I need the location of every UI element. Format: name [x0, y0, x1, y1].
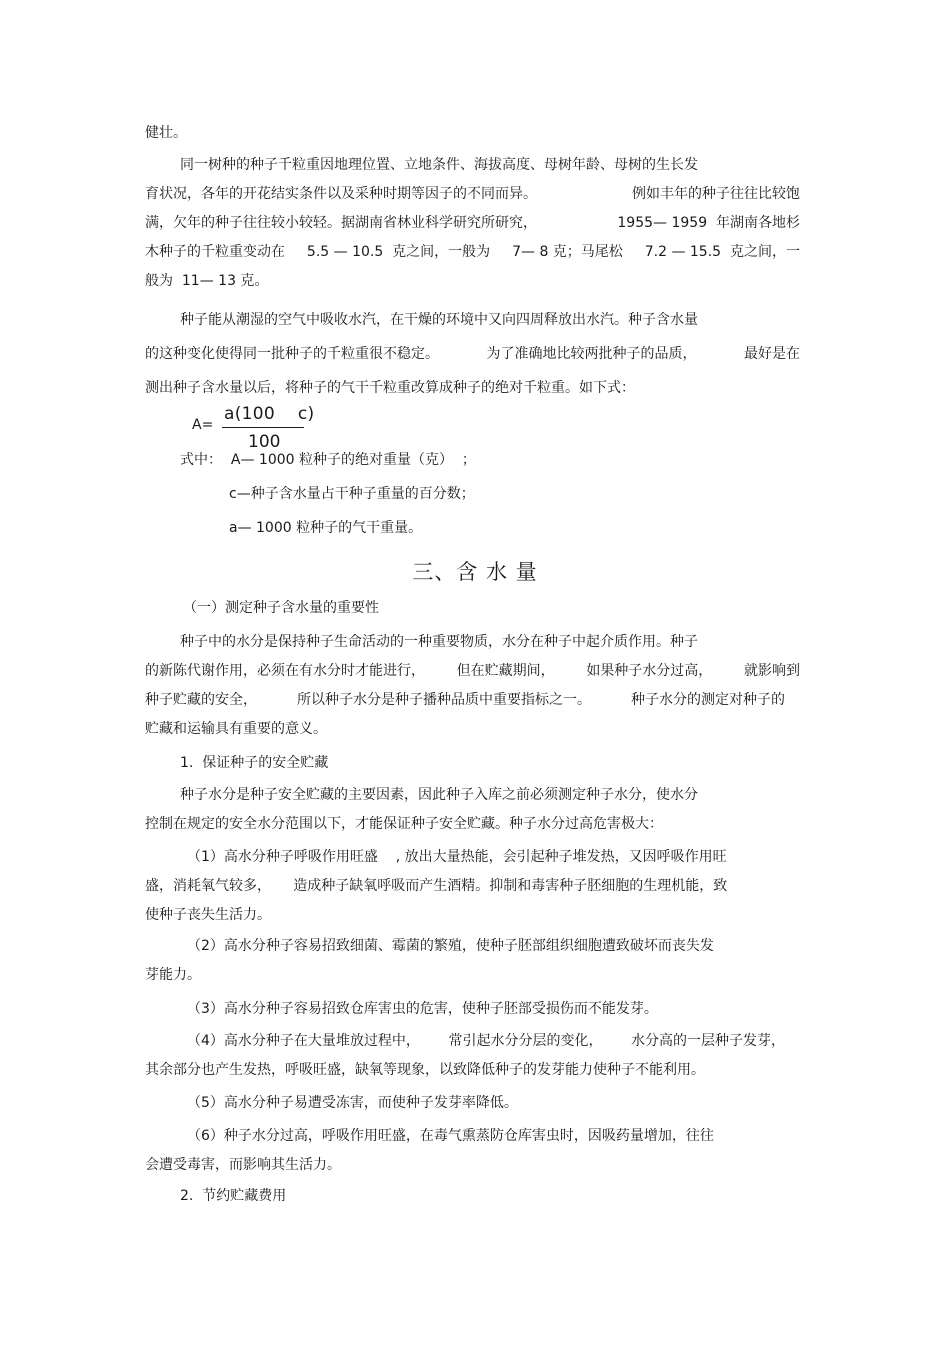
paragraph-line: 控制在规定的安全水分范围以下，才能保证种子安全贮藏。种子水分过高危害极大：: [145, 816, 663, 832]
list-item-line: （3）高水分种子容易招致仓库害虫的危害，使种子胚部受损伤而不能发芽。: [187, 1001, 658, 1017]
paragraph-line: 育状况，各年的开花结实条件以及采种时期等因子的不同而异。 例如丰年的种子往往比较饱: [145, 186, 800, 202]
list-item-line: 芽能力。: [145, 967, 201, 983]
list-item-line: 其余部分也产生发热，呼吸旺盛，缺氧等现象，以致降低种子的发芽能力使种子不能利用。: [145, 1062, 705, 1078]
list-item-line: （4）高水分种子在大量堆放过程中， 常引起水分分层的变化， 水分高的一层种子发芽，: [187, 1033, 785, 1049]
subsection-heading: （一）测定种子含水量的重要性: [183, 600, 379, 616]
formula-legend-line: c—种子含水量占干种子重量的百分数；: [229, 486, 475, 502]
numbered-heading: 2. 节约贮藏费用: [180, 1188, 287, 1204]
paragraph-line: 种子水分是种子安全贮藏的主要因素，因此种子入库之前必须测定种子水分，使水分: [180, 787, 698, 803]
formula-denominator: 100: [248, 432, 281, 452]
paragraph-line: 健壮。: [145, 125, 187, 141]
list-item-line: 使种子丧失生活力。: [145, 907, 271, 923]
paragraph-line: 满，欠年的种子往往较小较轻。据湖南省林业科学研究所研究， 1955— 1959 年湖南各地杉: [145, 215, 800, 231]
formula-legend-line: a— 1000 粒种子的气干重量。: [229, 520, 423, 536]
paragraph-line: 般为 11— 13 克。: [145, 273, 269, 289]
formula-lhs: A=: [192, 417, 214, 433]
paragraph-line: 测出种子含水量以后，将种子的气干千粒重改算成种子的绝对千粒重。如下式：: [145, 380, 635, 396]
paragraph-line: 种子中的水分是保持种子生命活动的一种重要物质，水分在种子中起介质作用。种子: [180, 634, 698, 650]
numbered-heading: 1. 保证种子的安全贮藏: [180, 755, 329, 771]
fraction-bar: [222, 427, 304, 428]
list-item-line: （2）高水分种子容易招致细菌、霉菌的繁殖，使种子胚部组织细胞遭致破坏而丧失发: [187, 938, 714, 954]
paragraph-line: 种子能从潮湿的空气中吸收水汽，在干燥的环境中又向四周释放出水汽。种子含水量: [180, 312, 698, 328]
list-item-line: （1）高水分种子呼吸作用旺盛 , 放出大量热能，会引起种子堆发热，又因呼吸作用旺: [187, 849, 727, 865]
list-item-line: 盛，消耗氧气较多， 造成种子缺氧呼吸而产生酒精。抑制和毒害种子胚细胞的生理机能，致: [145, 878, 728, 894]
paragraph-line: 的这种变化使得同一批种子的千粒重很不稳定。 为了准确地比较两批种子的品质， 最好是在: [145, 346, 800, 362]
list-item-line: 会遭受毒害，而影响其生活力。: [145, 1157, 341, 1173]
list-item-line: （6）种子水分过高，呼吸作用旺盛，在毒气熏蒸防仓库害虫时，因吸药量增加，往往: [187, 1128, 714, 1144]
formula-legend-line: 式中： A— 1000 粒种子的绝对重量（克） ；: [180, 452, 476, 468]
formula-numerator: a(100 c): [224, 404, 315, 424]
section-heading: 三、含 水 量: [412, 560, 538, 584]
paragraph-line: 种子贮藏的安全， 所以种子水分是种子播种品质中重要指标之一。 种子水分的测定对种子的: [145, 692, 785, 708]
paragraph-line: 贮藏和运输具有重要的意义。: [145, 721, 327, 737]
paragraph-line: 木种子的千粒重变动在 5.5 — 10.5 克之间，一般为 7— 8 克；马尾松 7.2 — 15.5 克之间，一: [145, 244, 800, 260]
list-item-line: （5）高水分种子易遭受冻害，而使种子发芽率降低。: [187, 1095, 518, 1111]
paragraph-line: 的新陈代谢作用，必须在有水分时才能进行， 但在贮藏期间， 如果种子水分过高， 就影响到: [145, 663, 800, 679]
paragraph-line: 同一树种的种子千粒重因地理位置、立地条件、海拔高度、母树年龄、母树的生长发: [180, 157, 698, 173]
